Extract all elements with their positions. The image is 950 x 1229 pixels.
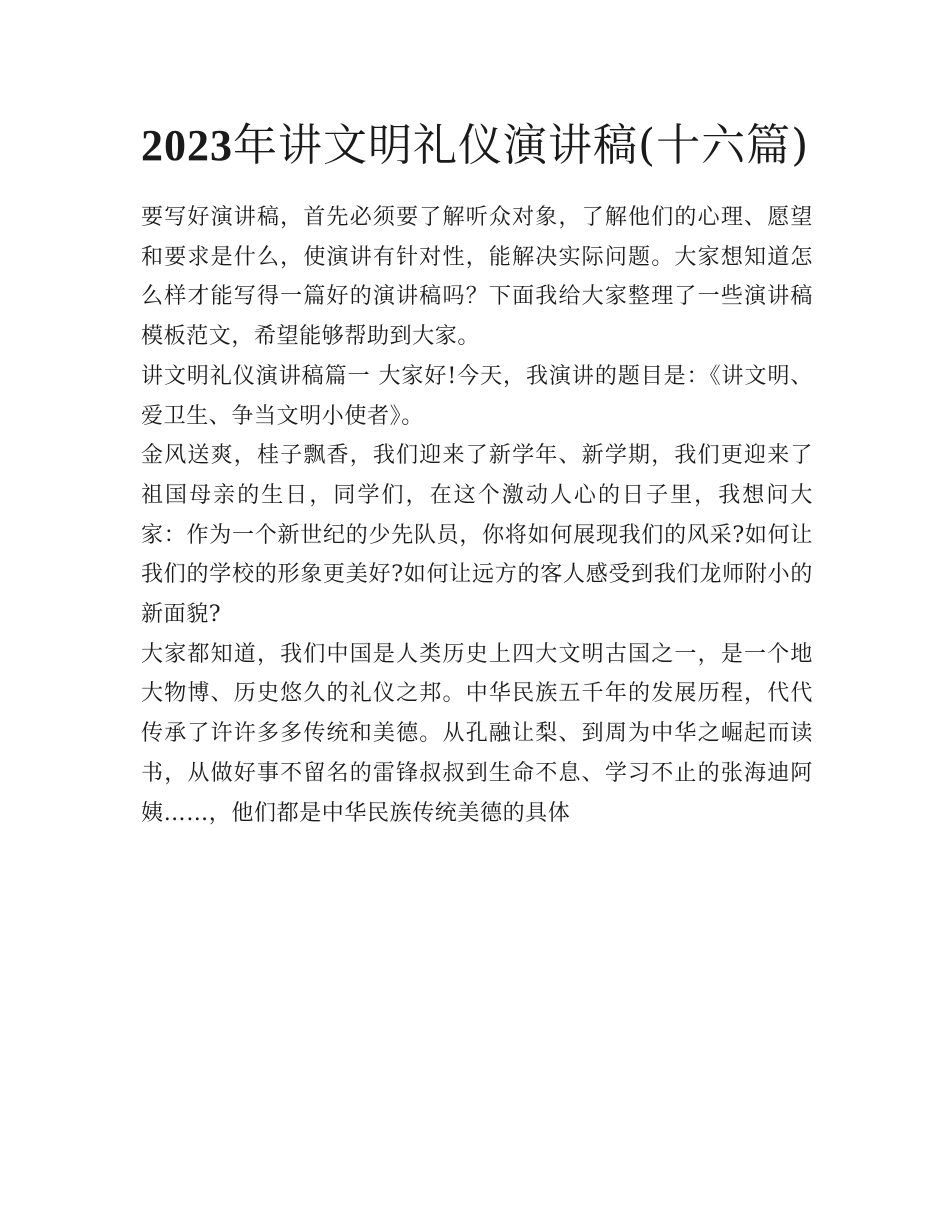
title-text: 年讲文明礼仪演讲稿(十六篇) — [233, 120, 810, 171]
document-page — [141, 112, 813, 833]
document-body — [141, 198, 813, 833]
title-year: 2023 — [141, 121, 233, 170]
paragraph-speech-opening: 讲文明礼仪演讲稿篇一 大家好!今天，我演讲的题目是：《讲文明、爱卫生、争当文明小使者》。 — [141, 363, 813, 429]
paragraph-intro: 要写好演讲稿，首先必须要了解听众对象，了解他们的心理、愿望和要求是什么，使演讲有针对性，能解决实际问题。大家想知道怎么样才能写得一篇好的演讲稿吗？下面我给大家整理了一些演讲稿模板范文，希望能够帮助到大家。 — [141, 205, 813, 350]
paragraph-new-semester: 金风送爽，桂子飘香，我们迎来了新学年、新学期，我们更迎来了祖国母亲的生日，同学们，在这个激动人心的日子里，我想问大家：作为一个新世纪的少先队员，你将如何展现我们的风采?如何让我们的学校的形象更美好?如何让远方的客人感受到我们龙师附小的新面貌? — [141, 443, 813, 628]
paragraph-civilization: 大家都知道，我们中国是人类历史上四大文明古国之一，是一个地大物博、历史悠久的礼仪之邦。中华民族五千年的发展历程，代代传承了许许多多传统和美德。从孔融让梨、到周为中华之崛起而读书，从做好事不留名的雷锋叔叔到生命不息、学习不止的张海迪阿姨……，他们都是中华民族传统美德的具体 — [141, 641, 813, 826]
document-title — [141, 112, 813, 180]
